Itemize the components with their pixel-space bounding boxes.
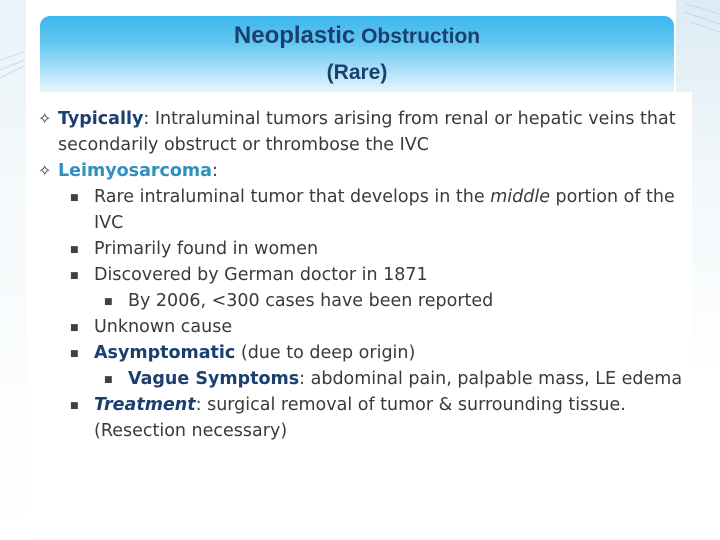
item-text: portion of the IVC [94,187,675,233]
term-treatment: Treatment [94,395,196,415]
item-text-italic: middle [490,187,550,207]
bullet-list [38,106,684,444]
item-text: : [211,161,218,181]
item-text: Unknown cause [94,317,233,337]
square-bullet-icon: ■ [104,297,113,307]
list-item [38,392,684,444]
square-bullet-icon: ■ [104,375,113,385]
list-item [38,366,684,392]
title-subline: (Rare) [326,61,388,84]
item-text: By 2006, <300 cases have been reported [128,291,494,311]
item-text: : abdominal pain, palpable mass, LE edema [299,369,683,389]
list-item [38,288,684,314]
four-point-star-outline-icon: ✧ [38,109,52,128]
square-bullet-icon: ■ [70,245,79,255]
square-bullet-icon: ■ [70,193,79,203]
square-bullet-icon: ■ [70,401,79,411]
list-item [38,184,684,236]
term-typically: Typically [58,109,144,129]
list-item [38,314,684,340]
list-item [38,158,684,184]
square-bullet-icon: ■ [70,323,79,333]
title-word-obstruction: Obstruction [355,25,481,48]
title-word-neoplastic: Neoplastic [233,22,356,49]
four-point-star-outline-icon: ✧ [38,161,52,180]
term-leimyosarcoma: Leimyosarcoma [58,161,212,181]
term-vague-symptoms: Vague Symptoms [128,369,300,389]
item-text: Rare intraluminal tumor that develops in the [94,187,491,207]
list-item [38,340,684,366]
list-item [38,106,684,158]
item-text: Discovered by German doctor in 1871 [94,265,428,285]
list-item [38,236,684,262]
item-text: Primarily found in women [94,239,319,259]
list-item [38,262,684,288]
square-bullet-icon: ■ [70,271,79,281]
square-bullet-icon: ■ [70,349,79,359]
item-text: (due to deep origin) [235,343,416,363]
item-text: : surgical removal of tumor & surrounding tissue. (Resection necessary) [94,395,626,441]
item-text: : Intraluminal tumors arising from renal or hepatic veins that secondarily obstruct or thrombose the IVC [58,109,676,155]
slide-title [40,18,674,91]
term-asymptomatic: Asymptomatic [94,343,236,363]
